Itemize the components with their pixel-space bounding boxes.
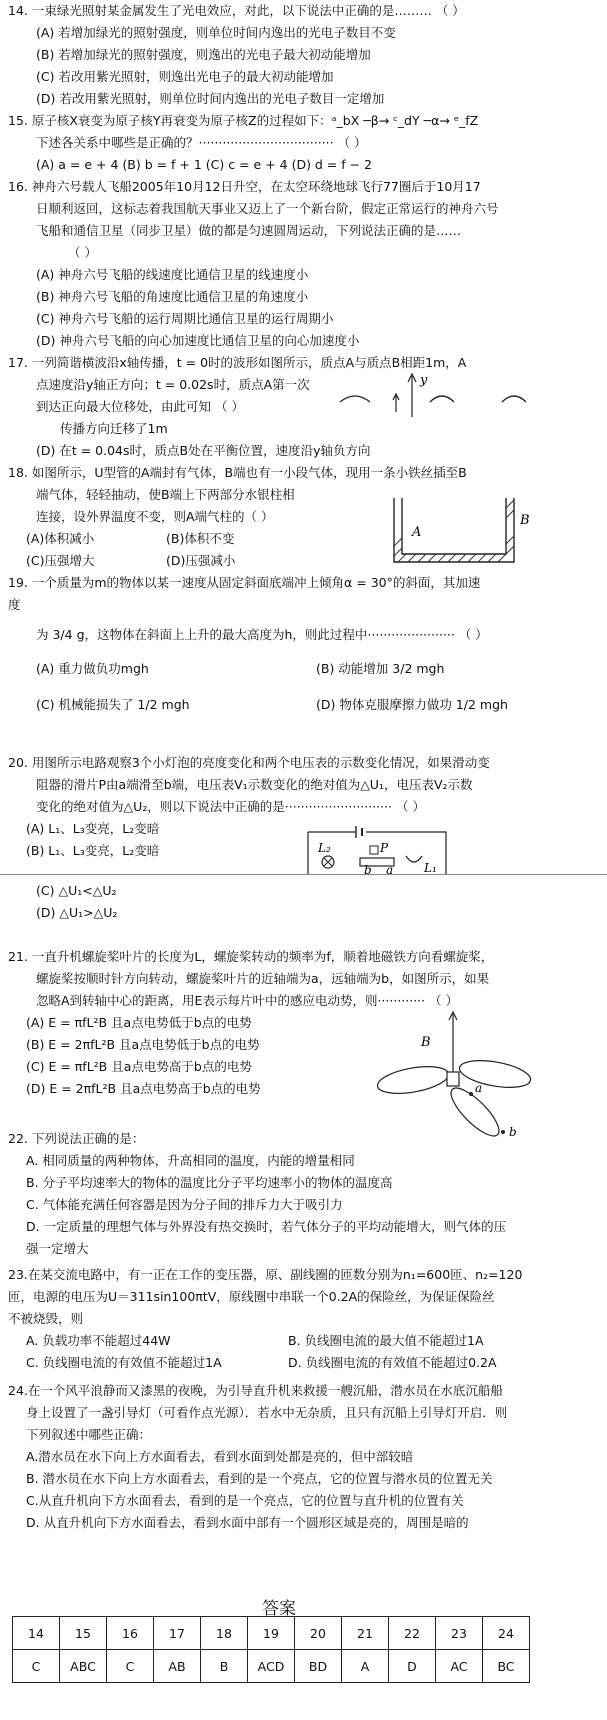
q17-line-2: 点速度沿y轴正方向；t = 0.02s时，质点A第一次 xyxy=(36,377,310,392)
answer-number: 19 xyxy=(248,1617,295,1650)
q22-stem: 22. 下列说法正确的是： xyxy=(8,1131,145,1146)
answers-number-row xyxy=(13,1617,530,1650)
answer-number: 14 xyxy=(13,1617,60,1650)
q21-label-a: a xyxy=(475,1081,483,1095)
answer-value: BD xyxy=(295,1650,342,1683)
q21-line-2: 螺旋桨按顺时针方向转动，螺旋桨叶片的近轴端为a，远轴端为b，如图所示，如果 xyxy=(36,971,490,986)
q21-line-3: 忽略A到转轴中心的距离，用E表示每片叶中的感应电动势，则············ （ ） xyxy=(36,993,459,1008)
answer-number: 22 xyxy=(389,1617,436,1650)
answer-number: 15 xyxy=(60,1617,107,1650)
q21-label-b-field: B xyxy=(421,1035,431,1050)
answer-value: C xyxy=(13,1650,60,1683)
answers-table xyxy=(12,1616,530,1683)
q20-lamp-l1 xyxy=(406,856,422,862)
question-16 xyxy=(8,176,600,352)
q20-line-1: 20. 用图所示电路观察3个小灯泡的亮度变化和两个电压表的示数变化情况，如果滑动变 xyxy=(8,755,490,770)
q16-line-2: 日顺利返回，这标志着我国航天事业又迈上了一个新台阶，假定正常运行的神舟六号 xyxy=(36,201,499,216)
q18-line-1: 18. 如图所示，U型管的A端封有气体，B端也有一小段气体，现用一条小铁丝插至B xyxy=(8,465,467,480)
q20-option-b: (B) L₁、L₃变亮，L₂变暗 xyxy=(26,843,160,858)
q21-label-b: b xyxy=(509,1125,517,1138)
q20-label-a: a xyxy=(386,863,394,874)
q19-line-1b: 度 xyxy=(8,597,21,612)
answer-number: 17 xyxy=(154,1617,201,1650)
answer-value: C xyxy=(107,1650,154,1683)
q18-line-2: 端气体，轻轻抽动，使B端上下两部分水银柱相 xyxy=(36,487,295,502)
q21-point-a xyxy=(469,1092,473,1096)
answer-value: A xyxy=(342,1650,389,1683)
q20-slider-p xyxy=(370,846,378,854)
q22-option-d-cont: 强一定增大 xyxy=(26,1241,89,1256)
q16-line-3: 飞船和通信卫星（同步卫星）做的都是匀速圆周运动，下列说法正确的是…… xyxy=(36,223,462,238)
q21-option-b: (B) E = 2πfL²B 且a点电势低于b点的电势 xyxy=(26,1037,260,1052)
q21-option-a: (A) E = πfL²B 且a点电势低于b点的电势 xyxy=(26,1015,252,1030)
q17-wave-mid xyxy=(430,396,454,402)
q23-option-b: B. 负线圈电流的最大值不能超过1A xyxy=(288,1333,484,1348)
question-22 xyxy=(8,1128,600,1260)
q16-option-b: (B) 神舟六号飞船的角速度比通信卫星的角速度小 xyxy=(36,289,309,304)
q18-label-a: A xyxy=(412,525,422,540)
q17-line-3: 到达正向最大位移处，由此可知 （ ） xyxy=(36,399,244,414)
q17-y-label: y xyxy=(420,373,428,388)
answers-value-row xyxy=(13,1650,530,1683)
q20-circuit-figure xyxy=(306,818,456,874)
q16-option-c: (C) 神舟六号飞船的运行周期比通信卫星的运行周期小 xyxy=(36,311,334,326)
q23-option-d: D. 负线圈电流的有效值不能超过0.2A xyxy=(288,1355,497,1370)
q19-option-a: (A) 重力做负功mgh xyxy=(36,661,149,676)
q20-label-b: b xyxy=(364,863,372,874)
q21-blade-right xyxy=(457,1056,532,1092)
q18-label-b: B xyxy=(520,513,530,528)
q22-option-c: C. 气体能充满任何容器是因为分子间的排斥力大于吸引力 xyxy=(26,1197,343,1212)
q18-u-tube-figure xyxy=(390,496,540,576)
q19-option-c: (C) 机械能损失了 1/2 mgh xyxy=(36,697,190,712)
answer-number: 16 xyxy=(107,1617,154,1650)
q23-line-1: 23.在某交流电路中，有一正在工作的变压器，原、副线圈的匝数分别为n₁=600匝、n₂=120 xyxy=(8,1267,523,1282)
q16-option-d: (D) 神舟六号飞船的向心加速度比通信卫星的向心加速度小 xyxy=(36,333,360,348)
q18-option-a: (A)体积减小 xyxy=(26,531,95,546)
q21-option-c: (C) E = πfL²B 且a点电势高于b点的电势 xyxy=(26,1059,252,1074)
answer-value: D xyxy=(389,1650,436,1683)
q14-option-d: (D) 若改用紫光照射，则单位时间内逸出的光电子数目一定增加 xyxy=(36,91,385,106)
q17-wave-figure xyxy=(330,372,550,422)
q18-option-c: (C)压强增大 xyxy=(26,553,95,568)
q20-line-3: 变化的绝对值为△U₂，则以下说法中正确的是··························· （ ） xyxy=(36,799,426,814)
q14-stem: 14. 一束绿光照射某金属发生了光电效应，对此，以下说法中正确的是……… （ ） xyxy=(8,3,465,18)
q14-option-c: (C) 若改用紫光照射，则逸出光电子的最大初动能增加 xyxy=(36,69,334,84)
q21-hub xyxy=(447,1072,459,1086)
q15-options: (A) a = e + 4 (B) b = f + 1 (C) c = e + 4 (D) d = f − 2 xyxy=(36,157,373,172)
answer-value: BC xyxy=(483,1650,530,1683)
q19-option-d: (D) 物体克服摩擦力做功 1/2 mgh xyxy=(316,697,508,712)
question-20-continued xyxy=(8,880,600,924)
q23-option-a: A. 负载功率不能超过44W xyxy=(26,1333,171,1348)
q16-line-4: （ ） xyxy=(68,245,97,260)
q15-line2: 下述各关系中哪些是正确的？·································· （ ） xyxy=(36,135,367,150)
answer-number: 23 xyxy=(436,1617,483,1650)
answer-value: AB xyxy=(154,1650,201,1683)
q24-option-c: C.从直升机向下方水面看去，看到的是一个亮点，它的位置与直升机的位置有关 xyxy=(26,1493,464,1508)
question-23 xyxy=(8,1264,600,1374)
q18-line-3: 连接，设外界温度不变，则A端气柱的（ ） xyxy=(36,509,274,524)
question-15 xyxy=(8,110,600,176)
q17-wave-right xyxy=(502,396,526,402)
q20-line-2: 阻器的滑片P由a端滑至b端，电压表V₁示数变化的绝对值为△U₁，电压表V₂示数 xyxy=(36,777,473,792)
q24-line-2: 身上设置了一盏引导灯（可看作点光源）．若水中无杂质，且只有沉船上引导灯开启．则 xyxy=(26,1405,508,1420)
answer-value: AC xyxy=(436,1650,483,1683)
q17-wave-left xyxy=(340,396,370,402)
question-14 xyxy=(8,0,600,110)
q21-propeller-figure xyxy=(375,1010,555,1138)
q21-blade-left xyxy=(375,1062,450,1098)
q18-option-b: (B)体积不变 xyxy=(166,531,235,546)
q23-line-3: 不被烧毁，则 xyxy=(8,1311,84,1326)
q24-line-3: 下列叙述中哪些正确： xyxy=(26,1427,152,1442)
answer-number: 18 xyxy=(201,1617,248,1650)
q19-line-1: 19. 一个质量为m的物体以某一速度从固定斜面底端冲上倾角α = 30°的斜面，其加速 xyxy=(8,575,481,590)
q20-option-c: (C) △U₁<△U₂ xyxy=(36,883,117,898)
q14-option-b: (B) 若增加绿光的照射强度，则逸出的光电子最大初动能增加 xyxy=(36,47,371,62)
q20-label-l1: L₁ xyxy=(424,861,437,874)
q16-line-1: 16. 神舟六号载人飞船2005年10月12日升空，在太空环绕地球飞行77圈后于10月17 xyxy=(8,179,481,194)
answer-value: B xyxy=(201,1650,248,1683)
q17-line-4: 传播方向迁移了1m xyxy=(60,421,168,436)
question-20 xyxy=(8,752,600,862)
q19-line-2: 为 3/4 g，这物体在斜面上上升的最大高度为h，则此过程中······················ （ ） xyxy=(36,627,488,642)
q20-option-a: (A) L₁、L₃变亮，L₂变暗 xyxy=(26,821,160,836)
answer-number: 24 xyxy=(483,1617,530,1650)
q17-option-d: (D) 在t = 0.04s时，质点B处在平衡位置，速度沿y轴负方向 xyxy=(36,443,371,458)
q20-label-l2: L₂ xyxy=(318,841,331,855)
q14-option-a: (A) 若增加绿光的照射强度，则单位时间内逸出的光电子数目不变 xyxy=(36,25,396,40)
question-24 xyxy=(8,1380,600,1534)
q16-option-a: (A) 神舟六号飞船的线速度比通信卫星的线速度小 xyxy=(36,267,309,282)
q15-stem: 15. 原子核X衰变为原子核Y再衰变为原子核Z的过程如下：ᵃ_bX ─β→ ᶜ_dY ─α→ ᵉ_fZ xyxy=(8,113,479,128)
q21-line-1: 21. 一直升机螺旋桨叶片的长度为L，螺旋桨转动的频率为f，顺着地磁铁方向看螺旋桨， xyxy=(8,949,494,964)
q24-option-b: B. 潜水员在水下向上方水面看去，看到的是一个亮点，它的位置与潜水员的位置无关 xyxy=(26,1471,493,1486)
q21-option-d: (D) E = 2πfL²B 且a点电势高于b点的电势 xyxy=(26,1081,261,1096)
q22-option-d: D. 一定质量的理想气体与外界没有热交换时，若气体分子的平均动能增大，则气体的压 xyxy=(26,1219,507,1234)
q22-option-b: B. 分子平均速率大的物体的温度比分子平均速率小的物体的温度高 xyxy=(26,1175,393,1190)
q20-option-d: (D) △U₁>△U₂ xyxy=(36,905,118,920)
q18-option-d: (D)压强减小 xyxy=(166,553,236,568)
q19-option-b: (B) 动能增加 3/2 mgh xyxy=(316,661,445,676)
answer-value: ABC xyxy=(60,1650,107,1683)
answers-title: 答案 xyxy=(262,1599,296,1619)
question-19 xyxy=(8,572,600,716)
answer-number: 20 xyxy=(295,1617,342,1650)
q17-line-1: 17. 一列简谐横波沿x轴传播，t = 0时的波形如图所示，质点A与质点B相距1m，A xyxy=(8,355,467,370)
page-break-line xyxy=(0,874,607,875)
q22-option-a: A. 相同质量的两种物体，升高相同的温度，内能的增量相同 xyxy=(26,1153,355,1168)
q20-label-p: P xyxy=(380,841,389,855)
q23-line-2: 匝，电源的电压为U＝311sin100πtV，原线圈中串联一个0.2A的保险丝，为保证保险丝 xyxy=(8,1289,495,1304)
q24-option-d: D. 从直升机向下方水面看去，看到水面中部有一个圆形区域是亮的，周围是暗的 xyxy=(26,1515,469,1530)
q24-line-1: 24.在一个风平浪静而又漆黑的夜晚，为引导直升机来救援一艘沉船，潜水员在水底沉船船 xyxy=(8,1383,503,1398)
q24-option-a: A.潜水员在水下向上方水面看去，看到水面到处都是亮的，但中部较暗 xyxy=(26,1449,414,1464)
answer-number: 21 xyxy=(342,1617,389,1650)
answer-value: ACD xyxy=(248,1650,295,1683)
q23-option-c: C. 负线圈电流的有效值不能超过1A xyxy=(26,1355,222,1370)
